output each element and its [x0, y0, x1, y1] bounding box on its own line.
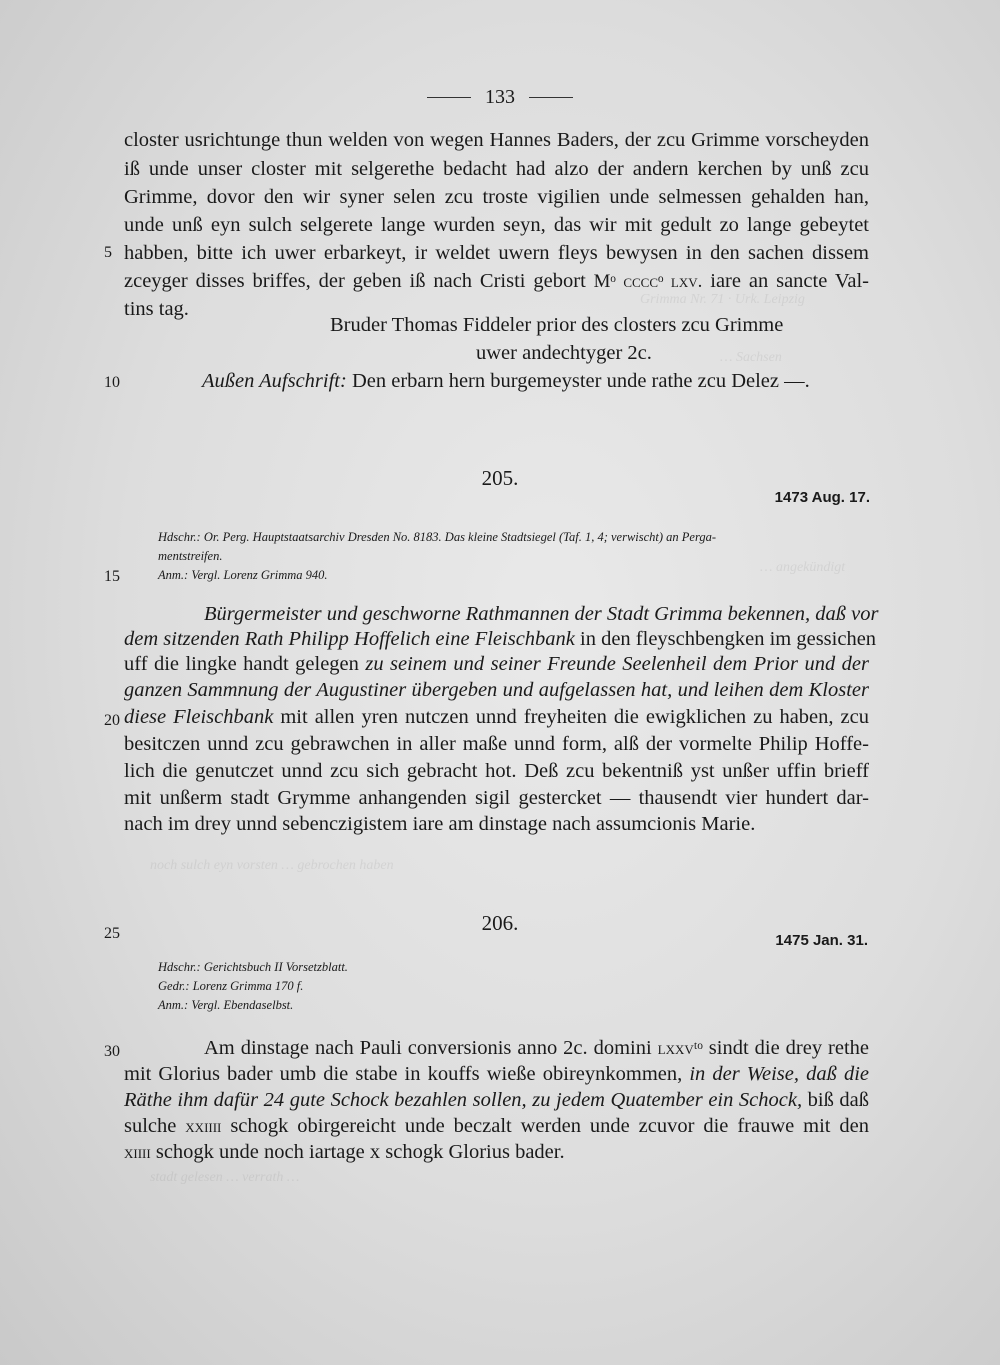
header-rule-right: [529, 97, 573, 98]
document-date: 1475 Jan. 31.: [775, 932, 868, 949]
text-segment: ganzen Sammnung der Augustiner übergeben und aufgelassen hat, und leihen dem Kloster: [124, 679, 869, 701]
text-segment: schogk obirgereicht unde beczalt werden unde zcuvor die frauwe mit den: [221, 1115, 869, 1137]
source-note: Hdschr.: Gerichtsbuch II Vorsetzblatt.: [158, 960, 348, 974]
line-number: 25: [104, 925, 120, 942]
text-line: [124, 1087, 869, 1113]
text-line: [124, 1061, 869, 1087]
source-note: mentstreifen.: [158, 549, 223, 563]
text-segment: sindt die drey rethe: [702, 1037, 870, 1059]
source-note: Anm.: Vergl. Ebendaselbst.: [158, 998, 294, 1012]
text-line: unde unß eyn sulch selgerete lange wurden seyn, das wir mit gedult zo lange gebeytet: [124, 214, 869, 236]
text-segment: iare an sancte Val-: [702, 270, 869, 292]
text-line: nach im drey unnd sebenczigistem iare am dinstage nach assumcionis Marie.: [124, 813, 756, 835]
line-number: 30: [104, 1043, 120, 1060]
roman-numeral: xiiii: [124, 1142, 151, 1163]
address-text: Den erbarn hern burgemeyster unde rathe zcu Delez —.: [346, 370, 810, 392]
text-segment: in der Weise, daß die: [689, 1063, 869, 1085]
text-line: iß unde unser closter mit selgerethe bedacht had alzo der andern kerchen by unß zcu: [124, 158, 869, 180]
text-segment: mit Glorius bader umb die stabe in kouffs wieße obireynkommen,: [124, 1063, 690, 1085]
source-note: Anm.: Vergl. Lorenz Grimma 940.: [158, 568, 328, 582]
text-line: besitczen unnd zcu gebrawchen in aller maße unnd form, alß der vormelte Philip Hoffe-: [124, 733, 869, 755]
year-numeral: Mᵒ ccccᵒ lxv.: [593, 271, 703, 292]
text-line: [124, 1113, 869, 1139]
text-line: lich die genutczet unnd zcu sich gebracht hot. Deß zcu bekentniß yst unßer uffin brieff: [124, 760, 869, 782]
signature-line: uwer andechtyger 2c.: [476, 342, 652, 364]
bleed-through-text: … angekündigt: [760, 560, 846, 575]
source-note: Gedr.: Lorenz Grimma 170 f.: [158, 979, 304, 993]
text-segment: dem sitzenden Rath Philipp Hoffelich eine Fleischbank: [124, 628, 575, 650]
bleed-through-text: … Sachsen: [720, 350, 782, 365]
bleed-through-text: Grimma Nr. 71 · Urk. Leipzig: [640, 292, 805, 307]
text-segment: biß daß: [802, 1089, 869, 1111]
text-line: [124, 677, 869, 703]
text-line: [124, 601, 879, 627]
text-segment: uff die lingke handt gelegen: [124, 653, 366, 675]
text-segment: zu seinem und seiner Freunde Seelenheil dem Prior und der: [365, 653, 869, 675]
line-number: 15: [104, 568, 120, 585]
page-number: 133: [485, 86, 515, 108]
text-segment: Bürgermeister und geschworne Rathmannen der Stadt Grimma bekennen, daß vor: [204, 603, 879, 625]
text-line: [124, 626, 877, 652]
text-line: [124, 651, 869, 677]
text-line: mit unßerm stadt Grymme anhangenden sigil gestercket — thausendt vier hundert dar-: [124, 787, 869, 809]
text-line: [124, 1139, 869, 1165]
text-segment: in den fleyschbengken im gessichen: [574, 628, 877, 650]
bleed-through-text: stadt gelesen … verrath …: [150, 1170, 300, 1185]
document-number: 205.: [481, 466, 519, 490]
text-segment: Räthe ihm dafür 24 gute Schock bezahlen sollen, zu jedem Quatember ein Schock,: [124, 1089, 803, 1111]
document-number: 206.: [481, 911, 519, 935]
text-segment: schogk unde noch iartage x schogk Glorius bader.: [150, 1141, 565, 1163]
text-line: [124, 268, 869, 294]
source-note: Hdschr.: Or. Perg. Hauptstaatsarchiv Dresden No. 8183. Das kleine Stadtsiegel (Taf. 1, 4; verwischt) an Perga-: [158, 530, 717, 544]
year-numeral: lxxvᵗᵒ: [657, 1038, 703, 1059]
text-segment: Am dinstage nach Pauli conversionis anno 2c. domini: [204, 1037, 658, 1059]
address-line: [202, 370, 810, 393]
roman-numeral: xxiiii: [185, 1116, 222, 1137]
header-rule-left: [427, 97, 471, 98]
text-line: Grimme, dovor den wir syner selen zcu troste vigilien unde selmessen gehalden han,: [124, 186, 869, 208]
document-date: 1473 Aug. 17.: [774, 489, 870, 506]
page-header: [0, 86, 1000, 109]
address-label: Außen Aufschrift:: [202, 370, 347, 392]
bleed-through-text: noch sulch eyn vorsten … gebrochen haben: [150, 858, 394, 873]
signature-line: Bruder Thomas Fiddeler prior des closters zcu Grimme: [330, 314, 784, 336]
line-number: 20: [104, 712, 120, 729]
line-number: 10: [104, 374, 120, 391]
text-line: closter usrichtunge thun welden von wegen Hannes Baders, der zcu Grimme vorscheyden: [124, 129, 869, 151]
text-segment: mit allen yren nutczen unnd freyheiten die ewigklichen zu haben, zcu: [273, 706, 869, 728]
text-segment: diese Fleischbank: [124, 706, 274, 728]
text-segment: sulche: [124, 1115, 186, 1137]
text-line: tins tag.: [124, 298, 189, 320]
text-line: [124, 704, 869, 730]
text-segment: zceyger disses briffes, der geben iß nach Cristi gebort: [124, 270, 594, 292]
line-number: 5: [104, 244, 112, 261]
text-line: [124, 1035, 869, 1061]
text-line: habben, bitte ich uwer erbarkeyt, ir weldet uwern fleys bewysen in den sachen dissem: [124, 242, 869, 264]
